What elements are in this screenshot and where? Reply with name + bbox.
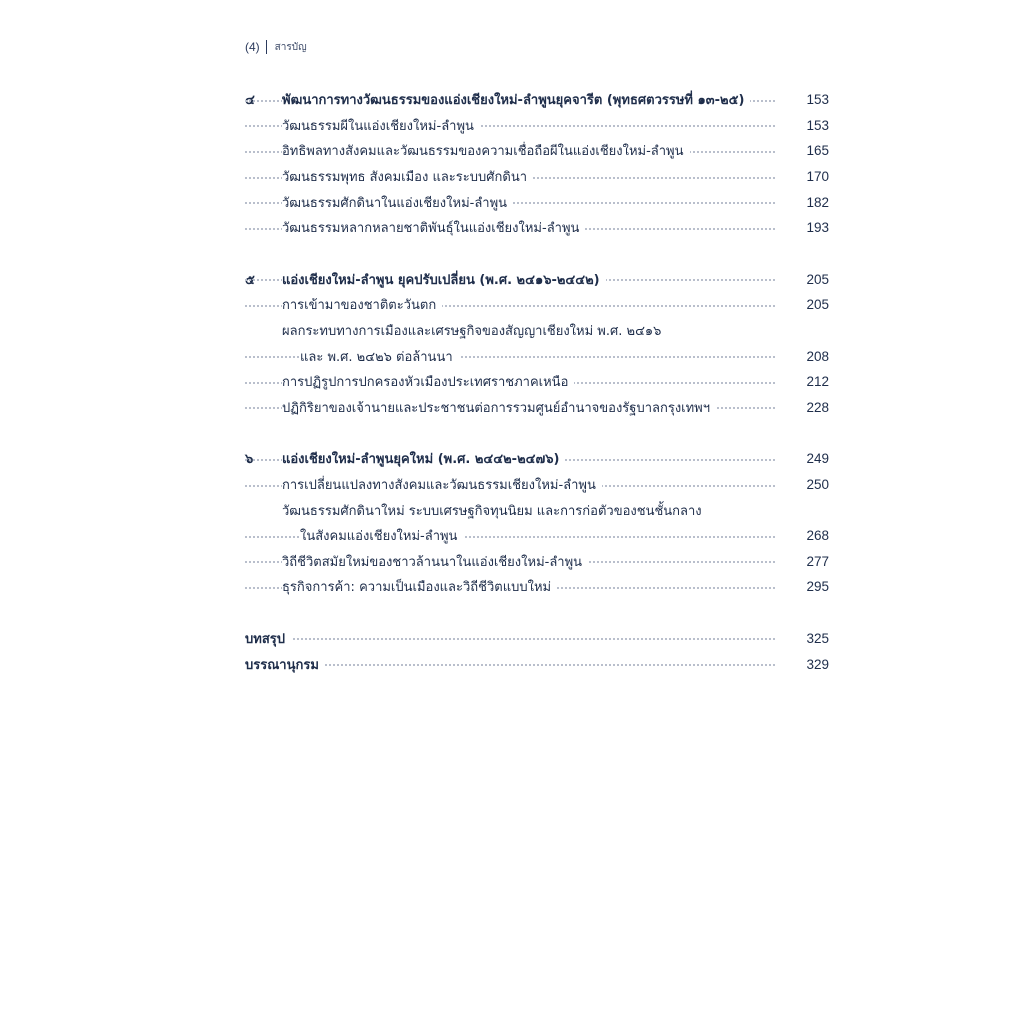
- page-ref: 153: [785, 118, 829, 133]
- page-ref: 193: [785, 220, 829, 235]
- toc-entry[interactable]: [245, 472, 829, 498]
- toc-entry[interactable]: [245, 549, 829, 575]
- toc-entry[interactable]: [245, 215, 829, 241]
- toc-entry[interactable]: [245, 164, 829, 190]
- section-title: สารบัญ: [274, 41, 307, 53]
- entry-title: วัฒนธรรมหลากหลายชาติพันธุ์ในแอ่งเชียงใหม่-ลำพูน: [282, 217, 585, 238]
- toc-entry-first-line[interactable]: [245, 497, 829, 523]
- toc-entry[interactable]: [245, 292, 829, 318]
- page-number: (4): [245, 40, 260, 54]
- page-ref: 170: [785, 169, 829, 184]
- entry-title: บรรณานุกรม: [245, 654, 325, 675]
- entry-title: วัฒนธรรมพุทธ สังคมเมือง และระบบศักดินา: [282, 166, 533, 187]
- entry-title: วัฒนธรรมศักดินาในแอ่งเชียงใหม่-ลำพูน: [282, 192, 513, 213]
- page-ref: 212: [785, 374, 829, 389]
- entry-title: ธุรกิจการค้า: ความเป็นเมืองและวิถีชีวิตแบบใหม่: [282, 576, 557, 597]
- toc-chapter-4[interactable]: [245, 87, 829, 113]
- page-ref: 325: [785, 631, 829, 646]
- entry-title: ในสังคมแอ่งเชียงใหม่-ลำพูน: [300, 525, 463, 546]
- toc-entry[interactable]: [245, 395, 829, 421]
- entry-title: การปฏิรูปการปกครองหัวเมืองประเทศราชภาคเหนือ: [282, 371, 574, 392]
- entry-title: บทสรุป: [245, 628, 291, 649]
- toc-chapter-5[interactable]: [245, 267, 829, 293]
- page-ref: 295: [785, 579, 829, 594]
- toc-entry-continuation[interactable]: [245, 523, 829, 549]
- page-ref: 208: [785, 349, 829, 364]
- page-ref: 228: [785, 400, 829, 415]
- entry-title: วิถีชีวิตสมัยใหม่ของชาวล้านนาในแอ่งเชียงใหม่-ลำพูน: [282, 551, 588, 572]
- toc-entry[interactable]: [245, 574, 829, 600]
- page-header: [245, 38, 307, 56]
- chapter-title: แอ่งเชียงใหม่-ลำพูน ยุคปรับเปลี่ยน (พ.ศ. ๒๔๑๖-๒๔๔๒): [282, 269, 606, 290]
- page-ref: 153: [785, 92, 829, 107]
- toc-entry[interactable]: [245, 113, 829, 139]
- entry-title: และ พ.ศ. ๒๔๒๖ ต่อล้านนา: [300, 346, 459, 367]
- chapter-number: ๖: [245, 452, 254, 468]
- entry-title: การเข้ามาของชาติตะวันตก: [282, 294, 442, 315]
- page-ref: 205: [785, 272, 829, 287]
- toc-entry-continuation[interactable]: [245, 343, 829, 369]
- spacer: [245, 420, 829, 446]
- toc-entry[interactable]: [245, 189, 829, 215]
- page-ref: 268: [785, 528, 829, 543]
- toc-conclusion[interactable]: [245, 626, 829, 652]
- toc-entry[interactable]: [245, 369, 829, 395]
- chapter-title: แอ่งเชียงใหม่-ลำพูนยุคใหม่ (พ.ศ. ๒๔๔๒-๒๔๗๖): [282, 448, 565, 469]
- page-ref: 205: [785, 297, 829, 312]
- entry-title: ผลกระทบทางการเมืองและเศรษฐกิจของสัญญาเชียงใหม่ พ.ศ. ๒๔๑๖: [282, 320, 667, 341]
- chapter-number: ๕: [245, 272, 255, 288]
- spacer: [245, 241, 829, 267]
- toc-bibliography[interactable]: [245, 651, 829, 677]
- toc-entry[interactable]: [245, 138, 829, 164]
- entry-title: วัฒนธรรมศักดินาใหม่ ระบบเศรษฐกิจทุนนิยม และการก่อตัวของชนชั้นกลาง: [282, 500, 708, 521]
- chapter-title: พัฒนาการทางวัฒนธรรมของแอ่งเชียงใหม่-ลำพูนยุคจารีต (พุทธศตวรรษที่ ๑๓-๒๕): [282, 89, 750, 110]
- toc-entry-first-line[interactable]: [245, 318, 829, 344]
- toc-chapter-6[interactable]: [245, 446, 829, 472]
- dot-leader: [245, 638, 775, 640]
- header-divider: [266, 40, 267, 54]
- page-ref: 165: [785, 143, 829, 158]
- page-ref: 277: [785, 554, 829, 569]
- entry-title: วัฒนธรรมผีในแอ่งเชียงใหม่-ลำพูน: [282, 115, 480, 136]
- page-ref: 329: [785, 657, 829, 672]
- entry-title: อิทธิพลทางสังคมและวัฒนธรรมของความเชื่อถือผีในแอ่งเชียงใหม่-ลำพูน: [282, 140, 690, 161]
- page-ref: 182: [785, 195, 829, 210]
- table-of-contents: [245, 87, 829, 677]
- chapter-number: ๔: [245, 93, 255, 109]
- entry-title: ปฏิกิริยาของเจ้านายและประชาชนต่อการรวมศูนย์อำนาจของรัฐบาลกรุงเทพฯ: [282, 397, 716, 418]
- page-ref: 250: [785, 477, 829, 492]
- page-ref: 249: [785, 451, 829, 466]
- spacer: [245, 600, 829, 626]
- entry-title: การเปลี่ยนแปลงทางสังคมและวัฒนธรรมเชียงใหม่-ลำพูน: [282, 474, 602, 495]
